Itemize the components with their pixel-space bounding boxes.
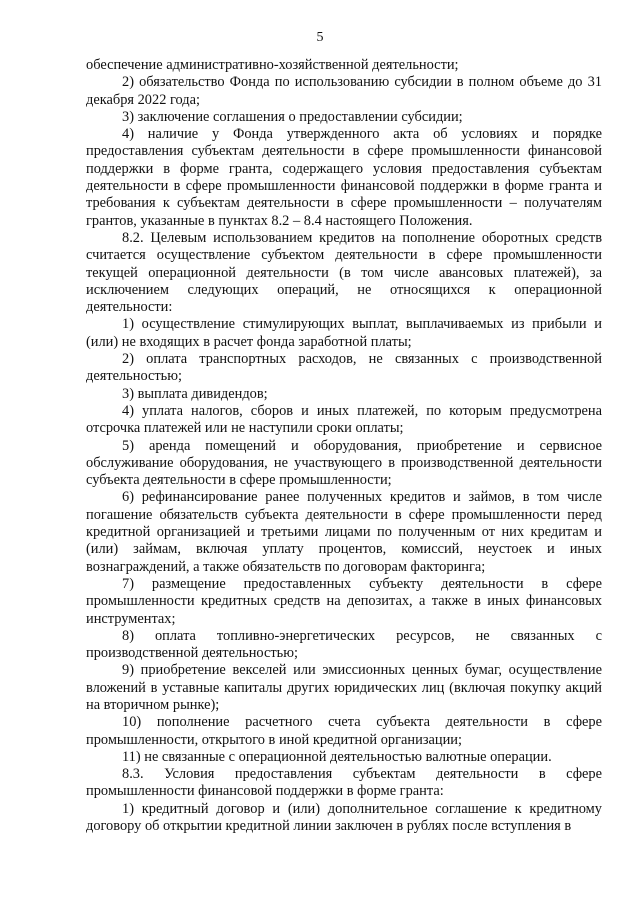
paragraph: 2) обязательство Фонда по использованию субсидии в полном объеме до 31 декабря 2022 года; [86, 74, 602, 108]
paragraph: 10) пополнение расчетного счета субъекта деятельности в сфере промышленности, открытого в иной кредитной организации; [86, 714, 602, 748]
paragraph: 3) выплата дивидендов; [122, 385, 268, 402]
paragraph: 1) кредитный договор и (или) дополнительное соглашение к кредитному договору об открытии кредитной линии заключен в рублях после вступления в [86, 800, 602, 835]
paragraph: 6) рефинансирование ранее полученных кредитов и займов, в том числе погашение обязательств субъекта деятельности в сфере промышленности перед кредитной организацией и третьими лицами по полученным от них кредитам и (или) займам, включая уплату процентов, комиссий, неустоек и иных вознаграждений, а также обязательств по договорам факторинга; [86, 489, 602, 575]
paragraph: 9) приобретение векселей или эмиссионных ценных бумаг, осуществление вложений в уставные капиталы других юридических лиц (включая покупку акций на вторичном рынке); [86, 662, 602, 713]
paragraph: 8) оплата топливно-энергетических ресурсов, не связанных с производственной деятельностью; [86, 627, 602, 662]
paragraph: 8.2. Целевым использованием кредитов на пополнение оборотных средств считается осуществление субъектом деятельности в сфере промышленности текущей операционной деятельности (в том числе авансовых платежей), за исключением следующих операций, не относящихся к операционной деятельности: [86, 229, 602, 316]
paragraph: 5) аренда помещений и оборудования, приобретение и сервисное обслуживание оборудования, не участвующего в производственной деятельности субъекта деятельности в сфере промышленности; [86, 437, 602, 489]
paragraph: обеспечение административно-хозяйственной деятельности; [86, 57, 459, 73]
page-number: 5 [316, 30, 324, 45]
paragraph: 3) заключение соглашения о предоставлении субсидии; [122, 108, 463, 125]
paragraph: 4) наличие у Фонда утвержденного акта об условиях и порядке предоставления субъектам деятельности в сфере промышленности финансовой поддержки в форме гранта, содержащего условия предоставления субъектам деятельности в сфере промышленности финансовой поддержки в форме гранта и требования к субъектам деятельности в сфере промышленности – получателям грантов, указанные в пунктах 8.2 – 8.4 настоящего Положения. [86, 126, 602, 229]
document-body [86, 57, 602, 835]
paragraph: 2) оплата транспортных расходов, не связанных с производственной деятельностью; [86, 351, 602, 385]
paragraph: 1) осуществление стимулирующих выплат, выплачиваемых из прибыли и (или) не входящих в расчет фонда заработной платы; [86, 316, 602, 350]
paragraph: 4) уплата налогов, сборов и иных платежей, по которым предусмотрена отсрочка платежей или не наступили сроки оплаты; [86, 402, 602, 437]
paragraph: 7) размещение предоставленных субъекту деятельности в сфере промышленности кредитных средств на депозитах, а также в иных финансовых инструментах; [86, 575, 602, 627]
paragraph: 11) не связанные с операционной деятельностью валютные операции. [122, 748, 552, 765]
paragraph: 8.3. Условия предоставления субъектам деятельности в сфере промышленности финансовой поддержки в форме гранта: [86, 766, 602, 800]
